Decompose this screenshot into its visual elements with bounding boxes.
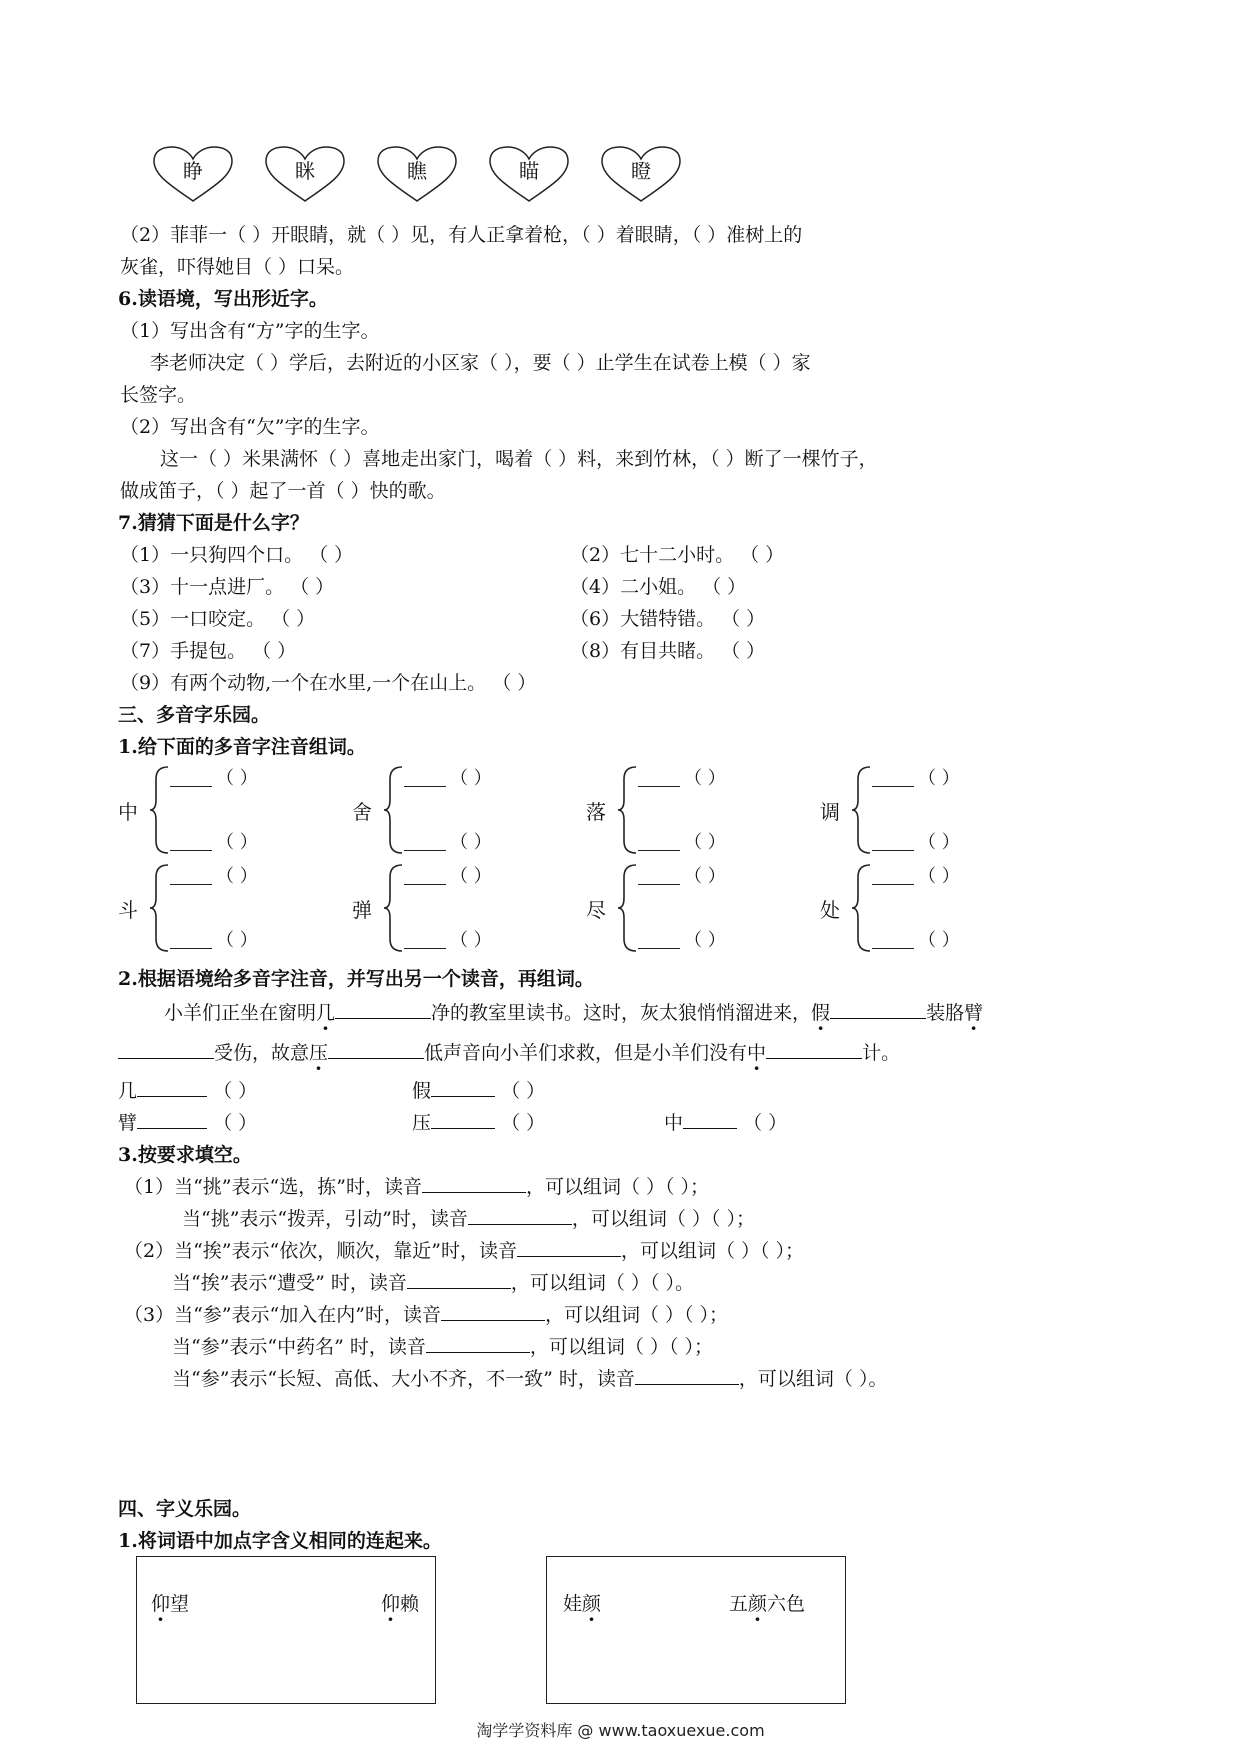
answer-blank[interactable] <box>404 928 446 949</box>
answer-blank[interactable] <box>170 864 212 885</box>
dotted-char: 仰 <box>381 1593 401 1615</box>
q3-text: 当“参”表示“中药名” 时，读音 <box>172 1336 426 1358</box>
dotted-char: 几 <box>316 1002 336 1024</box>
dotted-char: 臂 <box>964 1002 984 1024</box>
brace-icon <box>850 764 872 856</box>
answer-paren[interactable]: （ ） <box>684 768 726 789</box>
answer-paren[interactable]: （ ） <box>450 866 492 887</box>
answer-paren[interactable]: （ ） <box>743 1112 788 1134</box>
pinyin-char: 臂 <box>118 1112 138 1134</box>
heart-word <box>486 145 572 205</box>
story-text: 计。 <box>862 1042 901 1064</box>
q6-title: 6.读语境，写出形近字。 <box>118 288 328 310</box>
heart-word <box>262 145 348 205</box>
answer-blank[interactable] <box>830 998 926 1019</box>
answer-paren[interactable]: （ ） <box>450 832 492 853</box>
answer-blank[interactable] <box>766 1038 862 1059</box>
answer-paren[interactable]: （ ） <box>216 866 258 887</box>
story-text: 受伤，故意 <box>214 1042 310 1064</box>
answer-paren[interactable]: （ ） <box>684 832 726 853</box>
polyphone-char: 尽 <box>586 898 606 922</box>
answer-paren[interactable]: （ ） <box>918 832 960 853</box>
answer-blank[interactable] <box>638 864 680 885</box>
answer-blank[interactable] <box>404 830 446 851</box>
q3-text: ，可以组词（ ）（ ）； <box>571 1208 755 1230</box>
answer-paren[interactable]: （ ） <box>213 1080 258 1102</box>
answer-paren[interactable]: （ ） <box>501 1112 546 1134</box>
section-3-title: 三、多音字乐园。 <box>118 704 271 726</box>
pinyin-item <box>412 1076 545 1103</box>
q6-2-line1: 这一（ ）米果满怀（ ）喜地走出家门，喝着（ ）料，来到竹林，（ ）断了一棵竹子， <box>160 448 878 470</box>
heart-word-text: 瞪 <box>631 159 651 183</box>
answer-blank[interactable] <box>872 766 914 787</box>
answer-blank[interactable] <box>170 766 212 787</box>
answer-blank[interactable] <box>431 1076 495 1097</box>
answer-paren[interactable]: （ ） <box>684 930 726 951</box>
brace-icon <box>148 862 170 954</box>
polyphone-block <box>118 862 338 952</box>
polyphone-block <box>352 764 572 854</box>
q3-line <box>172 1364 887 1391</box>
riddle-item: （7）手提包。 （ ） <box>120 640 297 662</box>
q3-line <box>124 1236 804 1263</box>
q3-line <box>182 1204 755 1231</box>
answer-blank[interactable] <box>872 928 914 949</box>
polyphone-char: 落 <box>586 800 606 824</box>
story-text: 净的教室里读书。这时，灰太狼悄悄溜进来， <box>431 1002 812 1024</box>
answer-blank[interactable] <box>335 998 431 1019</box>
dotted-char: 颜 <box>582 1593 602 1615</box>
riddle-item: （9）有两个动物,一个在水里,一个在山上。 （ ） <box>120 672 537 694</box>
pinyin-item <box>412 1108 545 1135</box>
riddle-item: （5）一口咬定。 （ ） <box>120 608 316 630</box>
answer-blank[interactable] <box>431 1108 495 1129</box>
pinyin-item <box>118 1108 257 1135</box>
matching-box-2 <box>546 1556 846 1704</box>
riddle-item: （2）七十二小时。 （ ） <box>570 544 785 566</box>
brace-icon <box>382 764 404 856</box>
polyphone-char: 调 <box>820 800 840 824</box>
answer-blank[interactable] <box>638 766 680 787</box>
polyphone-block <box>586 862 806 952</box>
heart-word-text: 瞄 <box>519 159 539 183</box>
match-word[interactable] <box>381 1589 419 1616</box>
answer-blank[interactable] <box>170 830 212 851</box>
q3-line <box>124 1172 709 1199</box>
answer-paren[interactable]: （ ） <box>213 1112 258 1134</box>
answer-paren[interactable]: （ ） <box>216 832 258 853</box>
answer-blank[interactable] <box>404 864 446 885</box>
answer-blank[interactable] <box>137 1076 207 1097</box>
answer-blank[interactable] <box>328 1038 424 1059</box>
q5-2-line1: （2）菲菲一（ ）开眼睛，就（ ）见，有人正拿着枪，（ ）着眼睛，（ ）准树上的 <box>120 224 803 246</box>
q3-text: ，可以组词（ ）（ ）。 <box>510 1272 694 1294</box>
story-text: 小羊们正坐在窗明 <box>164 1002 317 1024</box>
answer-blank[interactable] <box>638 830 680 851</box>
pinyin-char: 中 <box>664 1112 684 1134</box>
answer-paren[interactable]: （ ） <box>216 930 258 951</box>
answer-paren[interactable]: （ ） <box>918 866 960 887</box>
section-3-q1-title: 1.给下面的多音字注音组词。 <box>118 736 366 758</box>
polyphone-block <box>118 764 338 854</box>
q6-2-prompt: （2）写出含有“欠”字的生字。 <box>120 416 380 438</box>
pinyin-char: 假 <box>412 1080 432 1102</box>
answer-paren[interactable]: （ ） <box>918 768 960 789</box>
polyphone-block <box>820 764 1040 854</box>
q3-text: ，可以组词（ ）（ ）； <box>529 1336 713 1358</box>
section-4-title: 四、字义乐园。 <box>118 1498 252 1520</box>
pinyin-char: 几 <box>118 1080 138 1102</box>
q6-2-line2: 做成笛子，（ ）起了一首（ ）快的歌。 <box>120 480 446 502</box>
answer-paren[interactable]: （ ） <box>450 768 492 789</box>
q3-text: 当“挑”表示“拨弄，引动”时，读音 <box>182 1208 468 1230</box>
heart-word <box>598 145 684 205</box>
q3-text: 当“挨”表示“遭受” 时，读音 <box>172 1272 407 1294</box>
answer-blank[interactable] <box>404 766 446 787</box>
footer-watermark: 淘学学资料库 @ www.taoxuexue.com <box>476 1721 765 1740</box>
story-text: 低声音向小羊们求救，但是小羊们没有 <box>424 1042 748 1064</box>
answer-blank[interactable] <box>441 1300 545 1321</box>
answer-blank[interactable] <box>517 1236 621 1257</box>
pinyin-item <box>118 1076 257 1103</box>
answer-blank[interactable] <box>118 1038 214 1059</box>
heart-word <box>374 145 460 205</box>
match-word[interactable] <box>563 1589 601 1616</box>
answer-paren[interactable]: （ ） <box>450 930 492 951</box>
q6-1-line2: 长签字。 <box>120 384 197 406</box>
word-text: 赖 <box>400 1593 420 1615</box>
story-text: 装胳 <box>926 1002 965 1024</box>
heart-word <box>150 145 236 205</box>
q6-1-line1: 李老师决定（ ）学后，去附近的小区家（ ），要（ ）止学生在试卷上模（ ）家 <box>150 352 811 374</box>
answer-blank[interactable] <box>426 1332 530 1353</box>
section-4-q1-title: 1.将词语中加点字含义相同的连起来。 <box>118 1530 442 1552</box>
pinyin-item <box>664 1108 787 1135</box>
heart-word-text: 眯 <box>295 159 315 183</box>
answer-paren[interactable]: （ ） <box>501 1080 546 1102</box>
brace-icon <box>616 862 638 954</box>
word-text: 望 <box>170 1593 190 1615</box>
q3-text: ，可以组词（ ）（ ）； <box>620 1240 805 1262</box>
answer-blank[interactable] <box>683 1108 737 1129</box>
answer-blank[interactable] <box>872 864 914 885</box>
matching-box-1 <box>136 1556 436 1704</box>
word-text: 六色 <box>767 1593 806 1615</box>
q3-text: ，可以组词（ ）（ ）； <box>525 1176 710 1198</box>
dotted-char: 假 <box>811 1002 831 1024</box>
brace-icon <box>148 764 170 856</box>
q3-line <box>172 1332 713 1359</box>
dotted-char: 压 <box>309 1042 329 1064</box>
riddle-item: （6）大错特错。 （ ） <box>570 608 766 630</box>
q3-line <box>172 1268 694 1295</box>
polyphone-char: 舍 <box>352 800 372 824</box>
word-text: 娃 <box>563 1593 583 1615</box>
q3-text: （1）当“挑”表示“选，拣”时，读音 <box>124 1176 422 1198</box>
answer-blank[interactable] <box>137 1108 207 1129</box>
q3-text: （2）当“挨”表示“依次，顺次，靠近”时，读音 <box>124 1240 517 1262</box>
match-word[interactable] <box>729 1589 805 1616</box>
answer-blank[interactable] <box>422 1172 526 1193</box>
heart-word-text: 瞧 <box>407 159 427 183</box>
story-line-1 <box>164 998 983 1025</box>
answer-blank[interactable] <box>635 1364 739 1385</box>
polyphone-block <box>586 764 806 854</box>
riddle-item: （3）十一点进厂。 （ ） <box>120 576 335 598</box>
polyphone-char: 中 <box>118 800 138 824</box>
dotted-char: 仰 <box>151 1593 171 1615</box>
dotted-char: 颜 <box>748 1593 768 1615</box>
riddle-item: （8）有目共睹。 （ ） <box>570 640 766 662</box>
q3-text: （3）当“参”表示“加入在内”时，读音 <box>124 1304 441 1326</box>
q3-text: 当“参”表示“长短、高低、大小不齐，不一致” 时，读音 <box>172 1368 635 1390</box>
riddle-item: （1）一只狗四个口。 （ ） <box>120 544 354 566</box>
answer-blank[interactable] <box>638 928 680 949</box>
answer-blank[interactable] <box>407 1268 511 1289</box>
heart-word-text: 睁 <box>183 159 203 183</box>
brace-icon <box>616 764 638 856</box>
polyphone-block <box>820 862 1040 952</box>
section-3-q2-title: 2.根据语境给多音字注音，并写出另一个读音，再组词。 <box>118 968 594 990</box>
answer-blank[interactable] <box>872 830 914 851</box>
answer-blank[interactable] <box>468 1204 572 1225</box>
q7-title: 7.猜猜下面是什么字？ <box>118 512 309 534</box>
story-line-2 <box>118 1038 900 1065</box>
brace-icon <box>382 862 404 954</box>
q3-line <box>124 1300 728 1327</box>
dotted-char: 中 <box>747 1042 767 1064</box>
q3-text: ，可以组词（ ）（ ）； <box>544 1304 729 1326</box>
polyphone-char: 处 <box>820 898 840 922</box>
q3-text: ，可以组词（ ）。 <box>738 1368 888 1390</box>
polyphone-block <box>352 862 572 952</box>
match-word[interactable] <box>151 1589 189 1616</box>
word-text: 五 <box>729 1593 749 1615</box>
pinyin-char: 压 <box>412 1112 432 1134</box>
answer-paren[interactable]: （ ） <box>216 768 258 789</box>
answer-paren[interactable]: （ ） <box>918 930 960 951</box>
q5-2-line2: 灰雀，吓得她目（ ）口呆。 <box>120 256 355 278</box>
riddle-item: （4）二小姐。 （ ） <box>570 576 747 598</box>
polyphone-char: 斗 <box>118 898 138 922</box>
answer-paren[interactable]: （ ） <box>684 866 726 887</box>
answer-blank[interactable] <box>170 928 212 949</box>
brace-icon <box>850 862 872 954</box>
polyphone-char: 弹 <box>352 898 372 922</box>
q6-1-prompt: （1）写出含有“方”字的生字。 <box>120 320 380 342</box>
section-3-q3-title: 3.按要求填空。 <box>118 1144 252 1166</box>
